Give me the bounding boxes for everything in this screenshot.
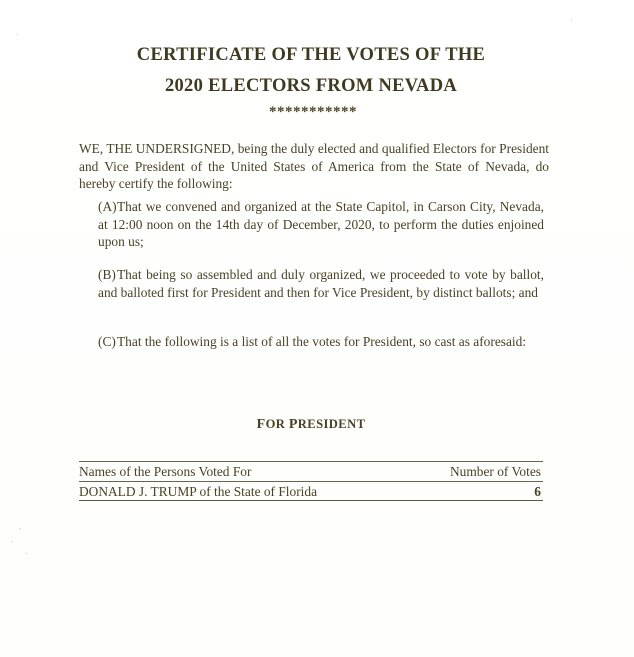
section-heading-for-president xyxy=(0,417,622,433)
title-separator-stars: *********** xyxy=(269,104,357,120)
heading-initial-f: F xyxy=(256,417,266,432)
header-names-of-persons: Names of the Persons Voted For xyxy=(79,464,252,479)
scan-speck xyxy=(17,34,18,35)
certificate-title-line-2: 2020 ELECTORS FROM NEVADA xyxy=(164,76,458,96)
candidate-name: DONALD J. TRUMP of the State of Florida xyxy=(79,484,318,499)
clause-a-text: That we convened and organized at the State Capitol, in Carson City, Nevada, at 12:00 noon on the 14th day of December, 2020, to perform the duties enjoined upon us; xyxy=(98,199,544,250)
heading-rest-or: OR xyxy=(265,417,289,431)
scan-speck xyxy=(20,528,21,529)
header-number-of-votes: Number of Votes xyxy=(450,464,541,479)
heading-rest-resident: RESIDENT xyxy=(297,417,366,431)
scan-speck xyxy=(12,541,13,542)
clause-b-text: That being so assembled and duly organized, we proceeded to vote by ballot, and balloted first for President and then for Vice President, by distinct ballots; and xyxy=(98,267,544,300)
clause-a-label: (A) xyxy=(98,199,117,214)
scan-speck xyxy=(571,19,572,20)
table-row xyxy=(79,482,543,501)
votes-table xyxy=(79,461,543,501)
clause-c-label: (C) xyxy=(98,334,116,349)
clause-c xyxy=(98,333,544,351)
vote-count: 6 xyxy=(534,484,541,499)
clause-c-text: That the following is a list of all the votes for President, so cast as aforesaid: xyxy=(117,334,527,349)
clause-b xyxy=(98,266,544,301)
table-header-row xyxy=(79,462,543,482)
clause-a xyxy=(98,198,544,251)
certificate-title-line-1: CERTIFICATE OF THE VOTES OF THE xyxy=(136,45,486,65)
scan-speck xyxy=(26,553,27,554)
heading-initial-p: P xyxy=(288,417,298,432)
intro-paragraph: WE, THE UNDERSIGNED, being the duly elected and qualified Electors for President and Vice President of the United States of America from the State of Nevada, do hereby certify the following: xyxy=(79,141,549,191)
clause-b-label: (B) xyxy=(98,267,116,282)
